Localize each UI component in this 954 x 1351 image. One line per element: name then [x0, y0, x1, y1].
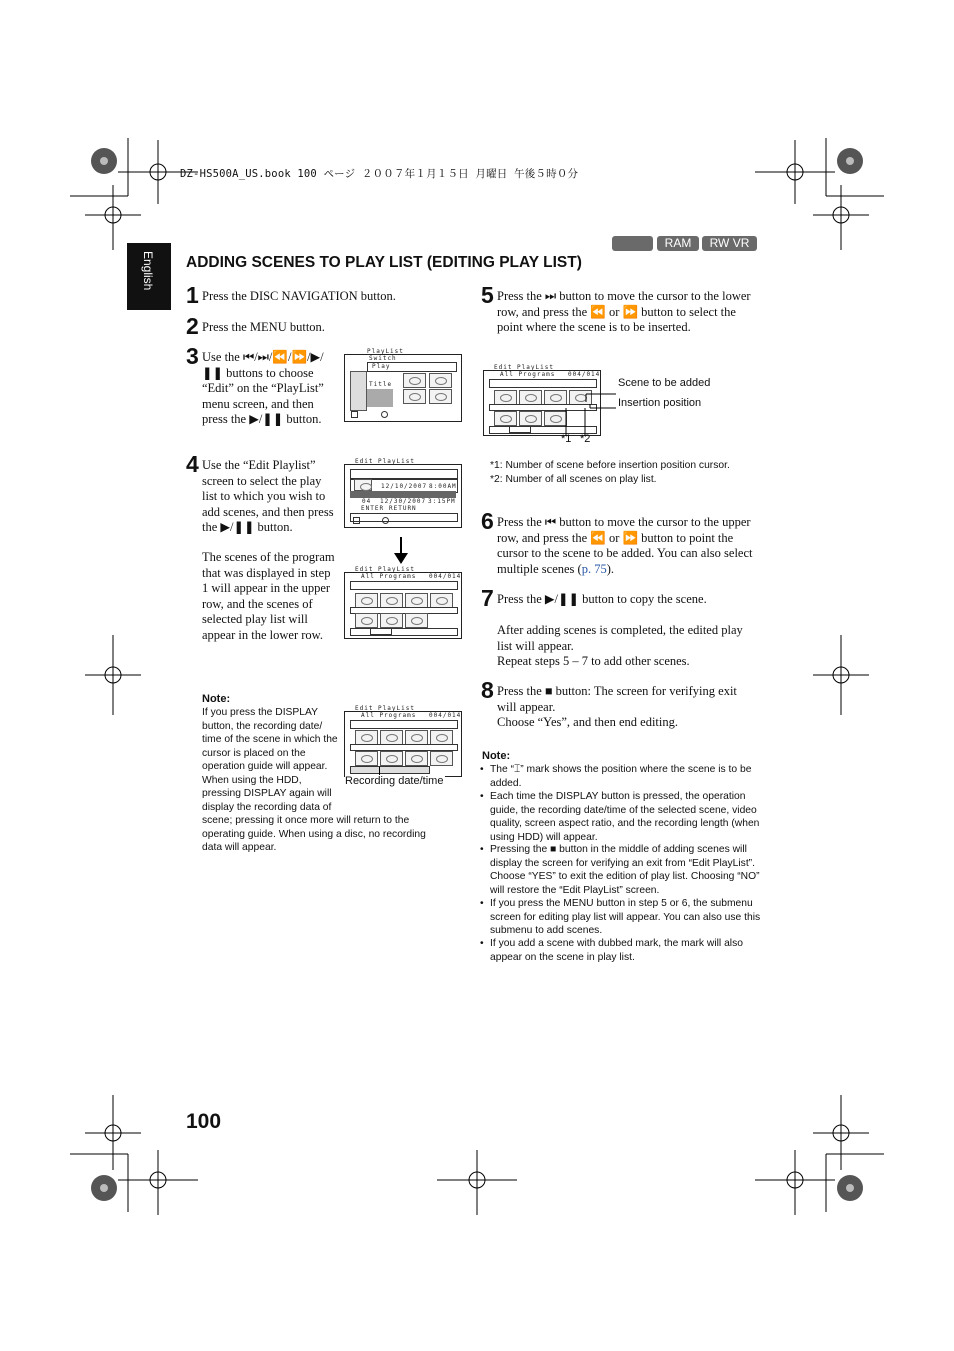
left-note-line: scene; pressing it once more will return to the: [202, 815, 410, 826]
page-number: 100: [186, 1110, 222, 1133]
row1-time: 8:00AM: [429, 483, 457, 490]
all-programs-sub: All Programs: [361, 712, 417, 719]
right-note-heading: Note:: [482, 750, 511, 762]
section-heading: ADDING SCENES TO PLAY LIST (EDITING PLAY LIST): [186, 254, 582, 271]
return-icon: [382, 517, 389, 524]
step-7-extra-1: After adding scenes is completed, the edited play list will appear.: [497, 623, 743, 653]
step-7-extra-2: Repeat steps 5 – 7 to add other scenes.: [497, 654, 690, 668]
step-1-number: 1: [186, 282, 199, 308]
step-6-number: 6: [481, 508, 494, 534]
playlist-menu-title: PlayList: [367, 348, 404, 355]
row1-date: 12/10/2007: [381, 483, 428, 490]
step-2-text: Press the MENU button.: [202, 320, 325, 334]
step-5-text: Press the ⏭ button to move the cursor to the lower row, and press the ⏪ or ⏩ button to select the point where the scene is to be inserted.: [497, 289, 751, 334]
enter-icon: [351, 411, 358, 418]
left-note-heading: Note:: [202, 693, 231, 705]
step-2-number: 2: [186, 313, 199, 339]
media-badge-ram: RAM: [657, 236, 699, 251]
step-7-number: 7: [481, 585, 494, 611]
edit-playlist-screen: [344, 458, 462, 528]
all-programs-title: Edit PlayList: [494, 364, 554, 371]
left-note-line: display the recording data of: [202, 801, 332, 813]
return-icon: [381, 411, 388, 418]
playlist-menu-screen: [344, 348, 462, 422]
all-programs-sub: All Programs: [361, 573, 417, 580]
step-4-number: 4: [186, 451, 199, 477]
step-4-extra-text: The scenes of the program that was displayed in step 1 will appear in the upper row, and the scenes of selected play list will appear in the lower row.: [202, 550, 335, 642]
step-8-text: Press the ■ button: The screen for verifying exit will appear.: [497, 684, 737, 714]
step-6-text-main: Press the ⏮ button to move the cursor to the upper row, and press the ⏪ or ⏩ button to point the cursor to the scene to be added. You can also select multiple scenes (: [497, 515, 753, 576]
note-bullet-5: • If you add a scene with dubbed mark, the mark will also appear on the scene in play list.: [480, 937, 762, 964]
return-label: RETURN: [389, 505, 417, 512]
left-note-line: cursor is placed on the: [202, 747, 306, 759]
all-programs-sub: All Programs: [500, 371, 556, 378]
row2-date: 12/30/2007: [380, 498, 427, 505]
footnote-2: *2: Number of all scenes on play list.: [490, 474, 657, 485]
language-tab: [127, 243, 171, 310]
language-label: English: [141, 251, 155, 291]
insertion-position-callout: Insertion position: [618, 397, 702, 409]
playlist-menu-title-item: Title: [369, 381, 393, 388]
enter-label: ENTER: [361, 505, 385, 512]
step-3-text: Use the ⏮/⏭/⏪/⏩/▶/❚❚ buttons to choose “Edit” on the “PlayList” menu screen, and then press the ▶/❚❚ button.: [202, 350, 324, 426]
menu-icon-column: [350, 371, 367, 411]
left-note-line: button, the recording date/: [202, 720, 323, 732]
step-5-number: 5: [481, 282, 494, 308]
mark-1: *1: [561, 433, 572, 445]
step-3-number: 3: [186, 343, 199, 369]
all-programs-count: 004/014: [429, 712, 462, 719]
edit-playlist-title: Edit PlayList: [355, 458, 415, 465]
note-bullet-1: • The “⌶” mark shows the position where the scene is to be added.: [480, 763, 762, 790]
left-note-line: operation guide will appear.: [202, 761, 328, 772]
all-programs-count: 004/014: [568, 371, 601, 378]
left-note-line: When using the HDD,: [202, 774, 302, 786]
row2-time: 3:15PM: [428, 498, 456, 505]
step-8-extra: Choose “Yes”, and then end editing.: [497, 715, 678, 729]
all-programs-title: Edit PlayList: [355, 566, 415, 573]
all-programs-screen-2: [344, 705, 462, 777]
playlist-menu-play: Play: [372, 363, 391, 370]
media-badge-rwvr: RW VR: [702, 236, 757, 251]
step-7-text: Press the ▶/❚❚ button to copy the scene.: [497, 592, 707, 606]
footnote-1: *1: Number of scene before insertion position cursor.: [490, 460, 730, 471]
all-programs-screen-1: [344, 566, 462, 639]
step-4-text: Use the “Edit Playlist” screen to select the play list to which you wish to add scenes, and then press the ▶/❚❚ button.: [202, 458, 334, 534]
all-programs-title: Edit PlayList: [355, 705, 415, 712]
book-header: DZ-HS500A_US.book 100 ページ ２００７年１月１５日 月曜日 午後５時０分: [180, 168, 579, 180]
step-1-text: Press the DISC NAVIGATION button.: [202, 289, 396, 303]
left-note-line: data will appear.: [202, 842, 277, 853]
all-programs-count: 004/014: [429, 573, 462, 580]
media-badge-blank: [612, 236, 653, 251]
left-note-line: time of the scene in which the: [202, 734, 338, 745]
note-bullet-2: • Each time the DISPLAY button is pressed, the operation guide, the recording date/time of the selected scene, video quality, screen aspect ratio, and the recording length (when using HDD) will appear.: [480, 790, 762, 844]
step-6-text-end: ).: [606, 561, 614, 576]
scene-to-add-callout: Scene to be added: [618, 377, 711, 389]
enter-icon: [353, 517, 360, 524]
left-note-line: operating guide. When using a disc, no recording: [202, 828, 426, 840]
row2-num: 04: [362, 498, 372, 505]
left-note-line: pressing DISPLAY again will: [202, 788, 332, 799]
note-bullet-4: • If you press the MENU button in step 5 or 6, the submenu screen for editing play list will appear. You can also use this submenu to add scenes.: [480, 897, 762, 938]
step-8-number: 8: [481, 677, 494, 703]
arrow-down-icon: [394, 537, 408, 565]
left-note-line: If you press the DISPLAY: [202, 707, 318, 718]
page-75-link[interactable]: p. 75: [581, 561, 607, 576]
playlist-menu-switch: Switch: [369, 355, 397, 362]
note-bullet-3: • Pressing the ■ button in the middle of adding scenes will display the screen for verifying an exit from “Edit PlayList”. Choose “YES” to exit the edition of play list. Choosing “NO” will restore the “Edit PlayList” screen.: [480, 843, 762, 897]
mark-2: *2: [580, 433, 591, 445]
step-6-text: [497, 515, 759, 577]
recording-datetime-callout: Recording date/time: [345, 775, 444, 787]
